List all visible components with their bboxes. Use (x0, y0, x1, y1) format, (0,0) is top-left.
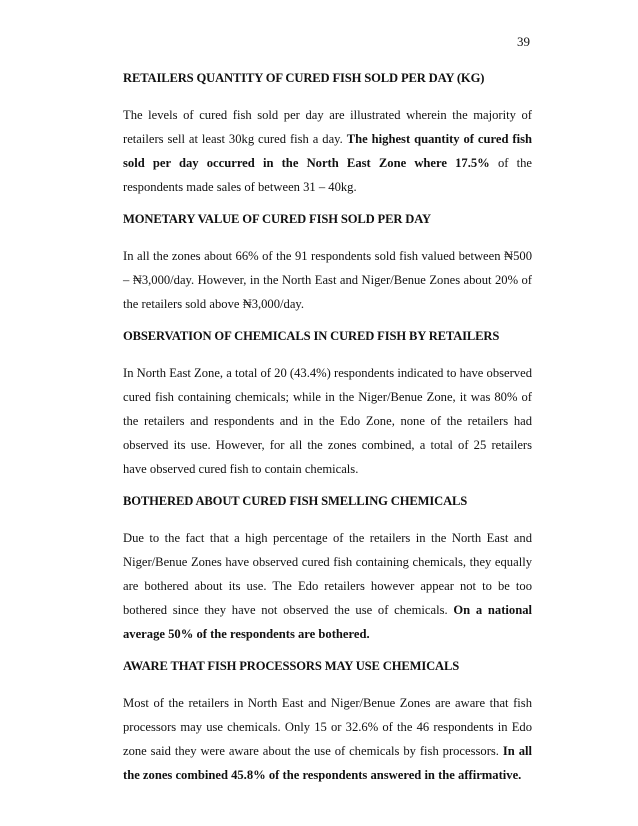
paragraph-text: The levels of cured fish sold per day are illustrated wherein the majority of retailers sell at least 30kg cured fish a day. (123, 108, 532, 146)
section-paragraph-observation: In North East Zone, a total of 20 (43.4%) respondents indicated to have observed cured fish containing chemicals; while in the Niger/Benue Zone, it was 80% of the retailers and respondents and in the Edo Zone, none of the retailers had observed its use. However, for all the zones combined, a total of 25 retailers have observed cured fish to contain chemicals. (123, 366, 532, 476)
section-heading-bothered: BOTHERED ABOUT CURED FISH SMELLING CHEMICALS (123, 494, 468, 508)
page-content (123, 70, 532, 787)
paragraph-bold-text: The highest quantity of cured fish sold per day occurred in the North East Zone where 17.5% (123, 132, 532, 170)
page-number: 39 (517, 34, 530, 49)
section-heading-observation: OBSERVATION OF CHEMICALS IN CURED FISH BY RETAILERS (123, 329, 500, 343)
section-heading-aware: AWARE THAT FISH PROCESSORS MAY USE CHEMICALS (123, 659, 460, 673)
section-paragraph-aware (123, 691, 532, 787)
section-paragraph-quantity (123, 103, 532, 199)
section-heading-quantity: RETAILERS QUANTITY OF CURED FISH SOLD PER DAY (KG) (123, 71, 485, 85)
paragraph-bold-text: In all the zones combined 45.8% of the respondents answered in the affirmative. (123, 744, 532, 782)
paragraph-text: Due to the fact that a high percentage of the retailers in the North East and Niger/Benue Zones have observed cured fish containing chemicals, they equally are bothered about its use. The Edo retailers however appear not to be too bothered since they have not observed the use of chemicals. (123, 531, 532, 617)
paragraph-bold-text: On a national average 50% of the respondents are bothered. (123, 603, 533, 641)
paragraph-text: Most of the retailers in North East and Niger/Benue Zones are aware that fish processors may use chemicals. Only 15 or 32.6% of the 46 respondents in Edo zone said they were aware about the use of chemicals by fish processors. (123, 696, 532, 758)
paragraph-text: of the respondents made sales of between 31 – 40kg. (123, 156, 532, 194)
section-paragraph-monetary-value: In all the zones about 66% of the 91 respondents sold fish valued between ₦500 – ₦3,000/day. However, in the North East and Niger/Benue Zones about 20% of the retailers sold above ₦3,000/day. (123, 249, 532, 311)
section-heading-monetary-value: MONETARY VALUE OF CURED FISH SOLD PER DAY (123, 212, 431, 226)
section-paragraph-bothered (123, 526, 532, 646)
